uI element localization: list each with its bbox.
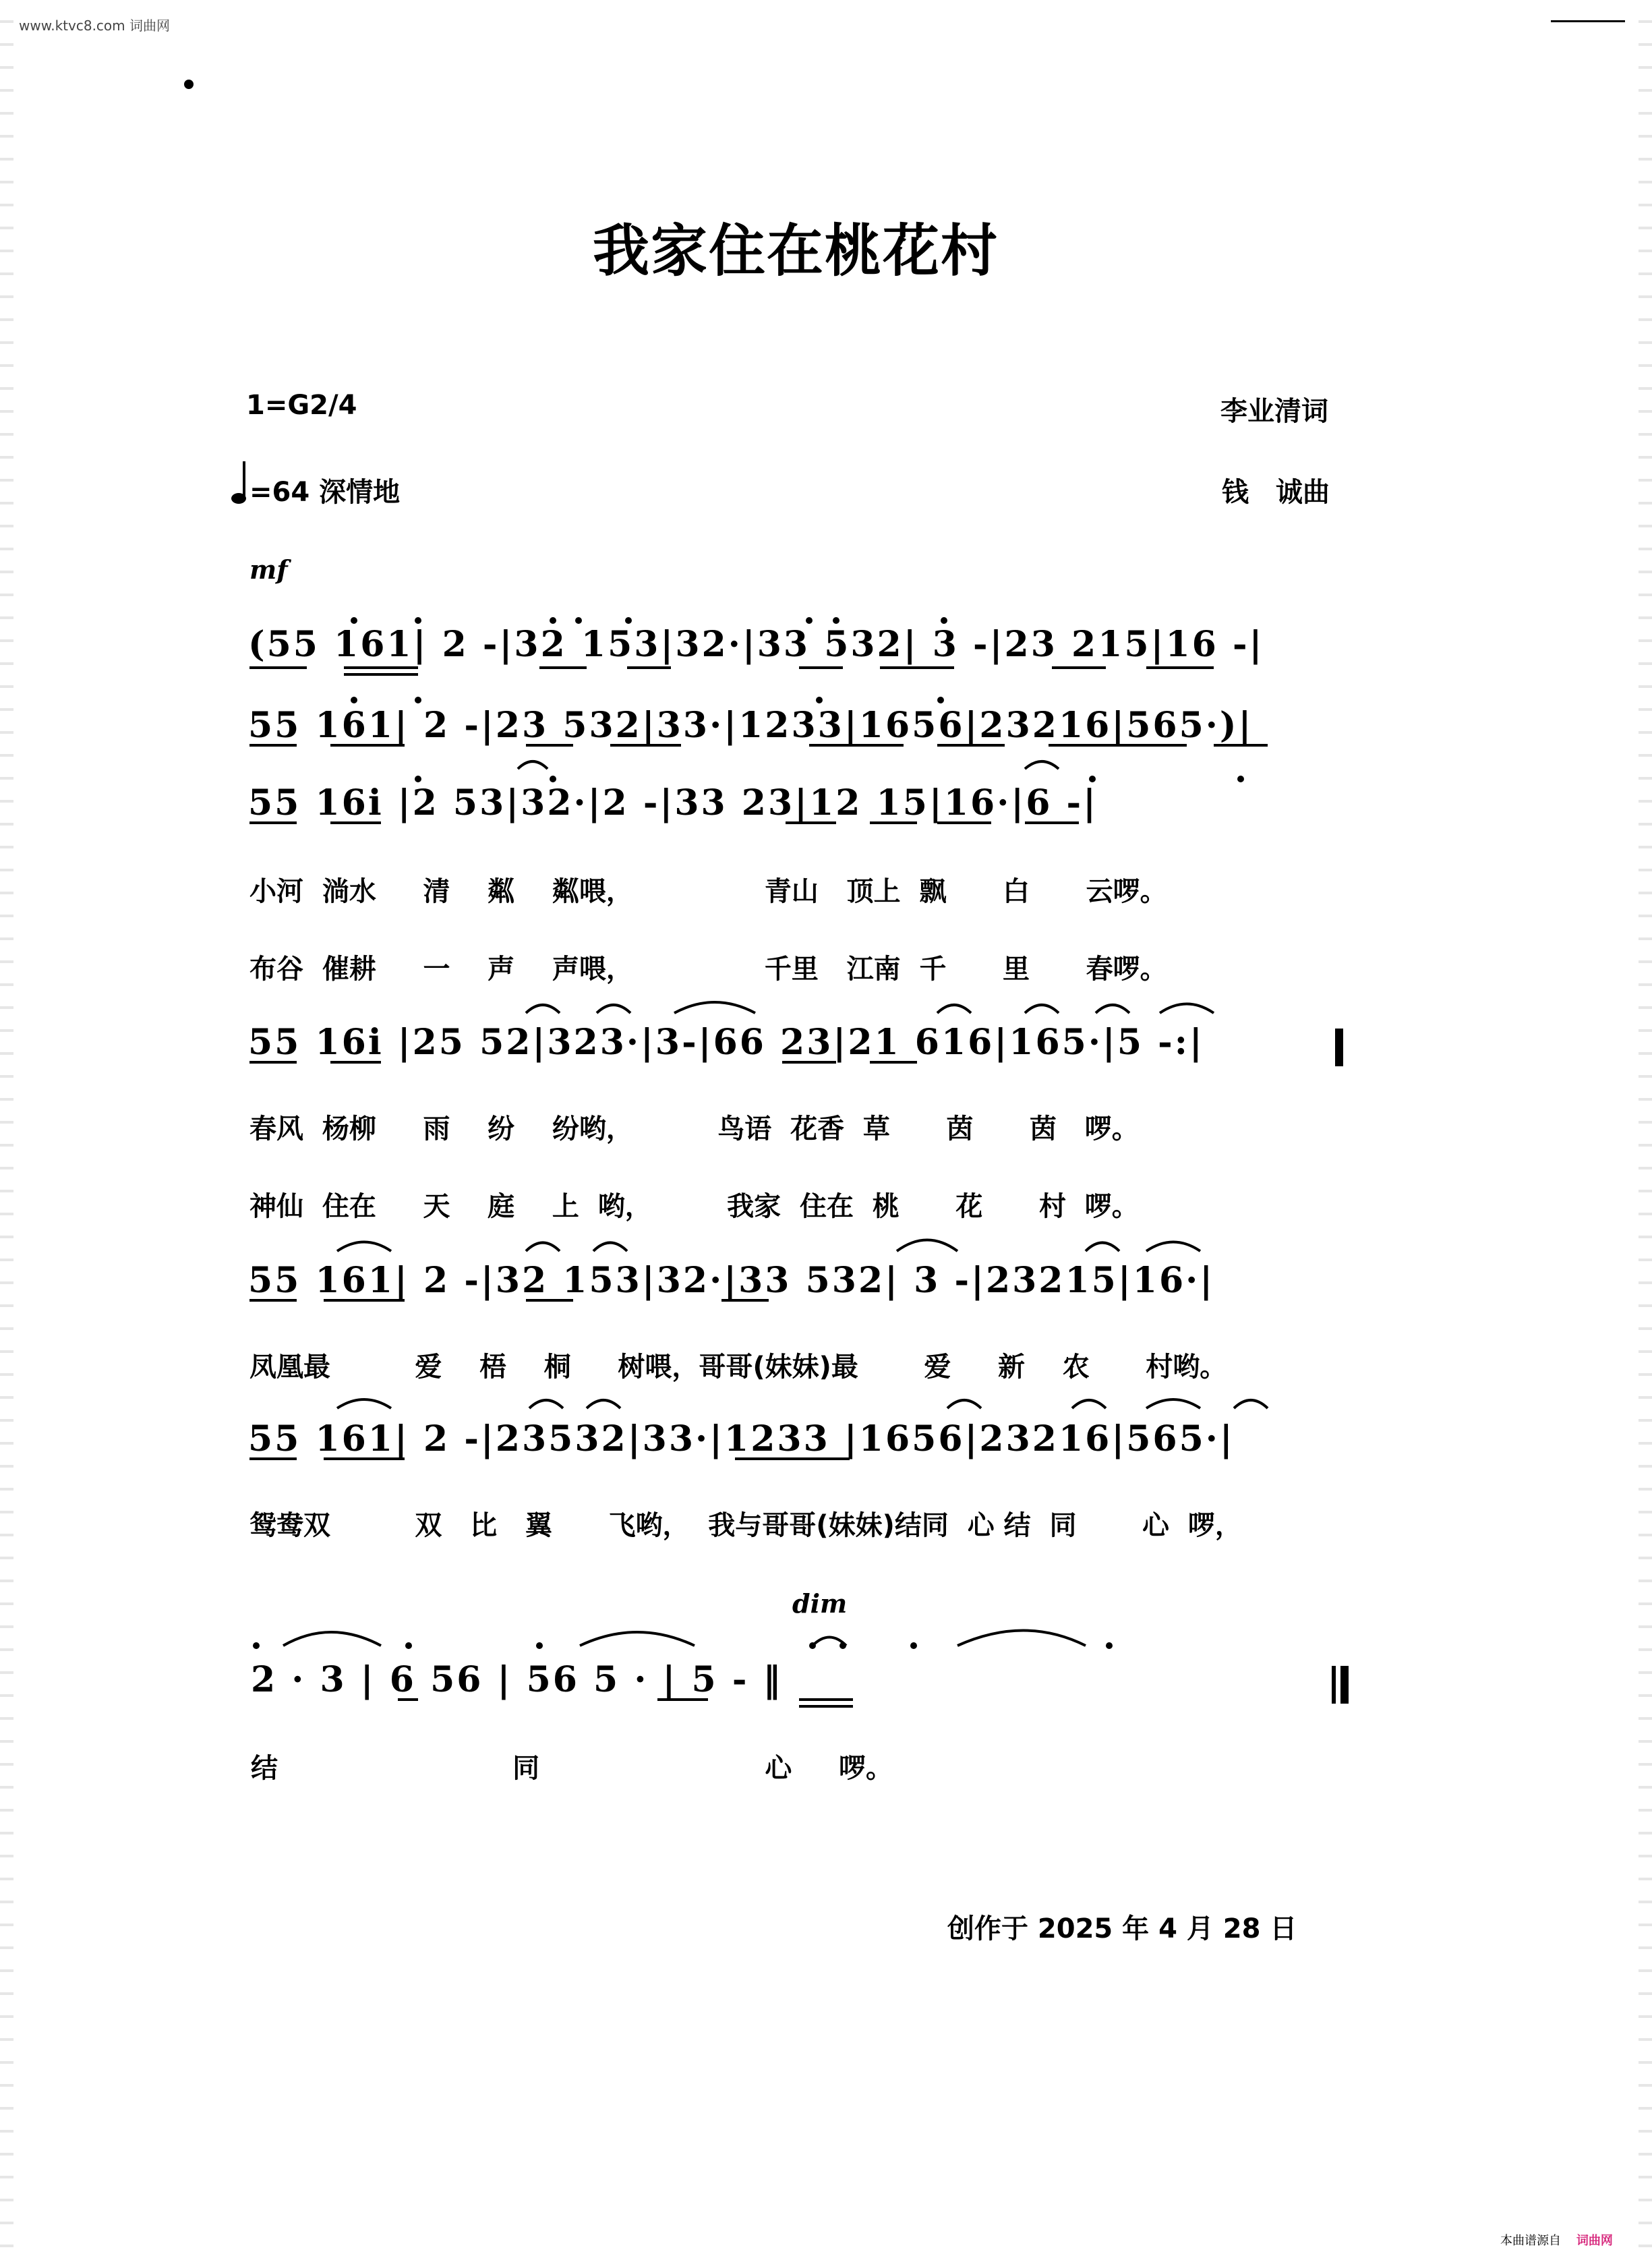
song-title: 我家住在桃花村 [592,218,999,284]
slur-marks [283,761,1268,1646]
lyric-line-6: 鸳鸯双 双 比 翼 飞哟， 我与哥哥(妹妹)结同 心 结 同 心 啰， [249,1510,1242,1541]
notation-line-1: (55 161| 2 -|32 153|32·|33 532| 3 -|23 215|16 -| [248,624,1264,665]
dynamic-dim: dim [792,1588,848,1619]
site-watermark: www.ktvc8.com 词曲网 [19,18,171,34]
lyricist-credit: 李业清词 [1220,396,1328,427]
footer-source-label: 本曲谱源自 [1500,2234,1561,2248]
lyric-line-3: 春风 杨柳 雨 纷 纷哟， 鸟语 花香 草 茵 茵 啰。 [249,1113,1139,1145]
end-barline [1332,1029,1349,1704]
dynamic-mf: mf [249,554,288,585]
notation-line-4: 55 16i |25 52|323·|3-|66 23|21 616|165·|5 -:| [248,1022,1204,1063]
composer-credit: 钱 诚曲 [1222,477,1330,508]
lyric-line-7: 结 同 心 啰。 [251,1753,893,1784]
tempo-marking: =64 深情地 [249,477,401,508]
composition-date: 创作于 2025 年 4 月 28 日 [947,1913,1297,1944]
lyric-line-2: 布谷 催耕 一 声 声喂， 千里 江南 千 里 春啰。 [249,954,1167,985]
lyric-line-5: 凤凰最 爱 梧 桐 树喂，哥哥(妹妹)最 爱 新 农 村哟。 [249,1352,1227,1383]
notation-line-5: 55 161| 2 -|32 153|32·|33 532| 3 -|23215|16·| [248,1260,1215,1301]
notation-line-2: 55 161| 2 -|23 532|33·|1233|1656|23216|565·)| [248,705,1253,746]
scan-speck [184,80,194,89]
key-signature: 1=G2/4 [246,390,357,421]
beam-underlines [249,668,1268,1706]
footer-source [1500,2231,1613,2249]
notation-line-6: 55 161| 2 -|23532|33·|1233 |1656|23216|565·| [248,1418,1235,1459]
notation-line-7: 2 · 3 | 6 56 | 56 5 · | 5 - ‖ [251,1659,783,1700]
octave-dots [253,617,1244,1649]
lyric-line-1: 小河 淌水 清 粼 粼喂， 青山 顶上 飘 白 云啰。 [249,876,1167,907]
lyric-line-4: 神仙 住在 天 庭 上 哟， 我家 住在 桃 花 村 啰。 [249,1191,1139,1222]
footer-site-link[interactable]: 词曲网 [1576,2234,1613,2248]
notation-line-3: 55 16i |2 53|32·|2 -|33 23|12 15|16·|6 -| [248,782,1098,823]
